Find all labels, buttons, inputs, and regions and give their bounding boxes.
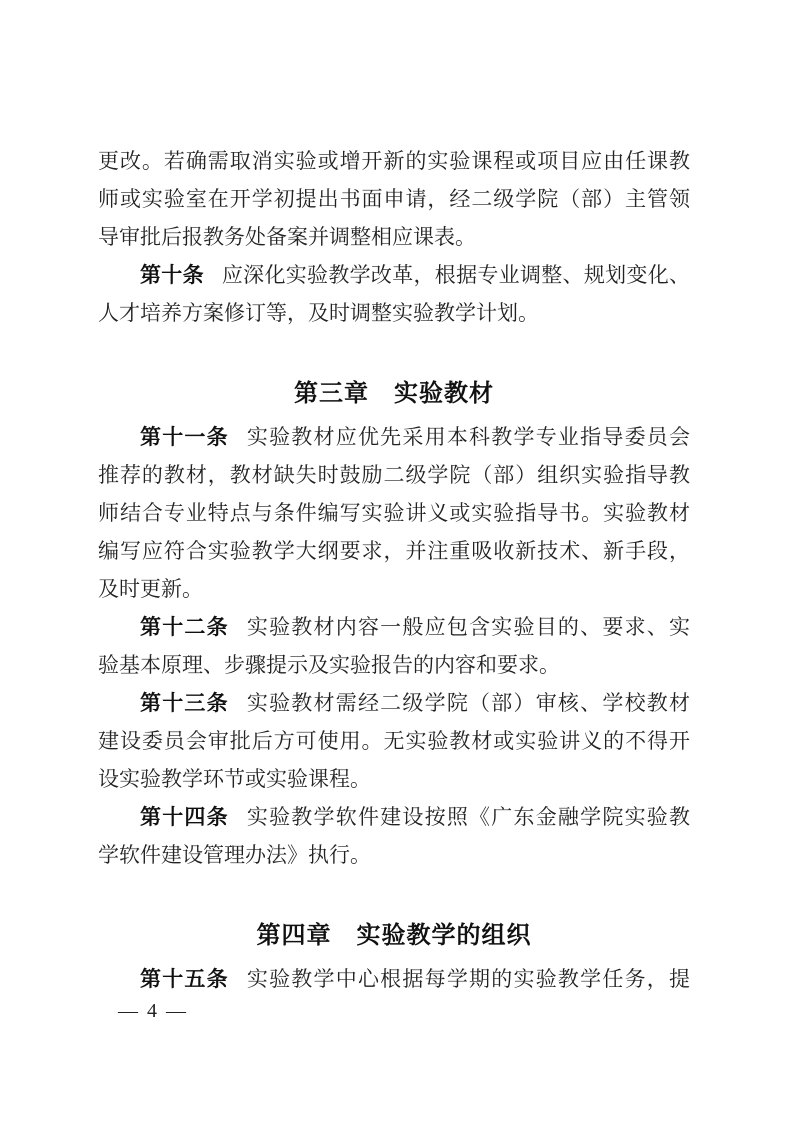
article-number: 第十二条	[140, 616, 229, 639]
body-line: 师结合专业特点与条件编写实验讲义或实验指导书。实验教材	[98, 501, 690, 525]
article-text: 实验教材应优先采用本科教学专业指导委员会	[246, 425, 691, 449]
body-line: 推荐的教材，教材缺失时鼓励二级学院（部）组织实验指导教	[98, 463, 690, 487]
body-line: 导审批后报教务处备案并调整相应课表。	[98, 225, 476, 249]
document-body	[98, 142, 690, 1022]
body-line: 更改。若确需取消实验或增开新的实验课程或项目应由任课教	[98, 149, 690, 173]
body-line: 学软件建设管理办法》执行。	[98, 843, 371, 867]
body-line: 编写应符合实验教学大纲要求，并注重吸收新技术、新手段，	[98, 539, 690, 563]
body-line: 设实验教学环节或实验课程。	[98, 767, 371, 791]
article-start-line	[98, 798, 690, 836]
chapter-heading: 第四章 实验教学的组织	[256, 922, 532, 949]
chapter-heading: 第三章 实验教材	[294, 380, 494, 407]
article-number: 第十一条	[140, 426, 229, 449]
article-start-line	[98, 256, 690, 294]
body-line: 人才培养方案修订等，及时调整实验教学计划。	[98, 301, 539, 325]
article-number: 第十四条	[140, 806, 229, 829]
article-text: 实验教材需经二级学院（部）审核、学校教材	[246, 691, 691, 715]
body-line: 及时更新。	[98, 577, 203, 601]
article-start-line	[98, 418, 690, 456]
page-number: — 4 —	[118, 1000, 188, 1022]
article-text: 实验教学软件建设按照《广东金融学院实验教	[246, 805, 691, 829]
article-text: 实验教材内容一般应包含实验目的、要求、实	[246, 615, 691, 639]
body-line: 建设委员会审批后方可使用。无实验教材或实验讲义的不得开	[98, 729, 690, 753]
article-start-line	[98, 684, 690, 722]
article-number: 第十五条	[140, 968, 229, 991]
article-number: 第十条	[140, 264, 204, 287]
article-start-line	[98, 608, 690, 646]
article-start-line	[98, 960, 690, 998]
article-text: 实验教学中心根据每学期的实验教学任务，提	[246, 967, 691, 991]
article-number: 第十三条	[140, 692, 229, 715]
article-text: 应深化实验教学改革，根据专业调整、规划变化、	[221, 263, 690, 287]
body-line: 验基本原理、步骤提示及实验报告的内容和要求。	[98, 653, 560, 677]
body-line: 师或实验室在开学初提出书面申请，经二级学院（部）主管领	[98, 187, 690, 211]
